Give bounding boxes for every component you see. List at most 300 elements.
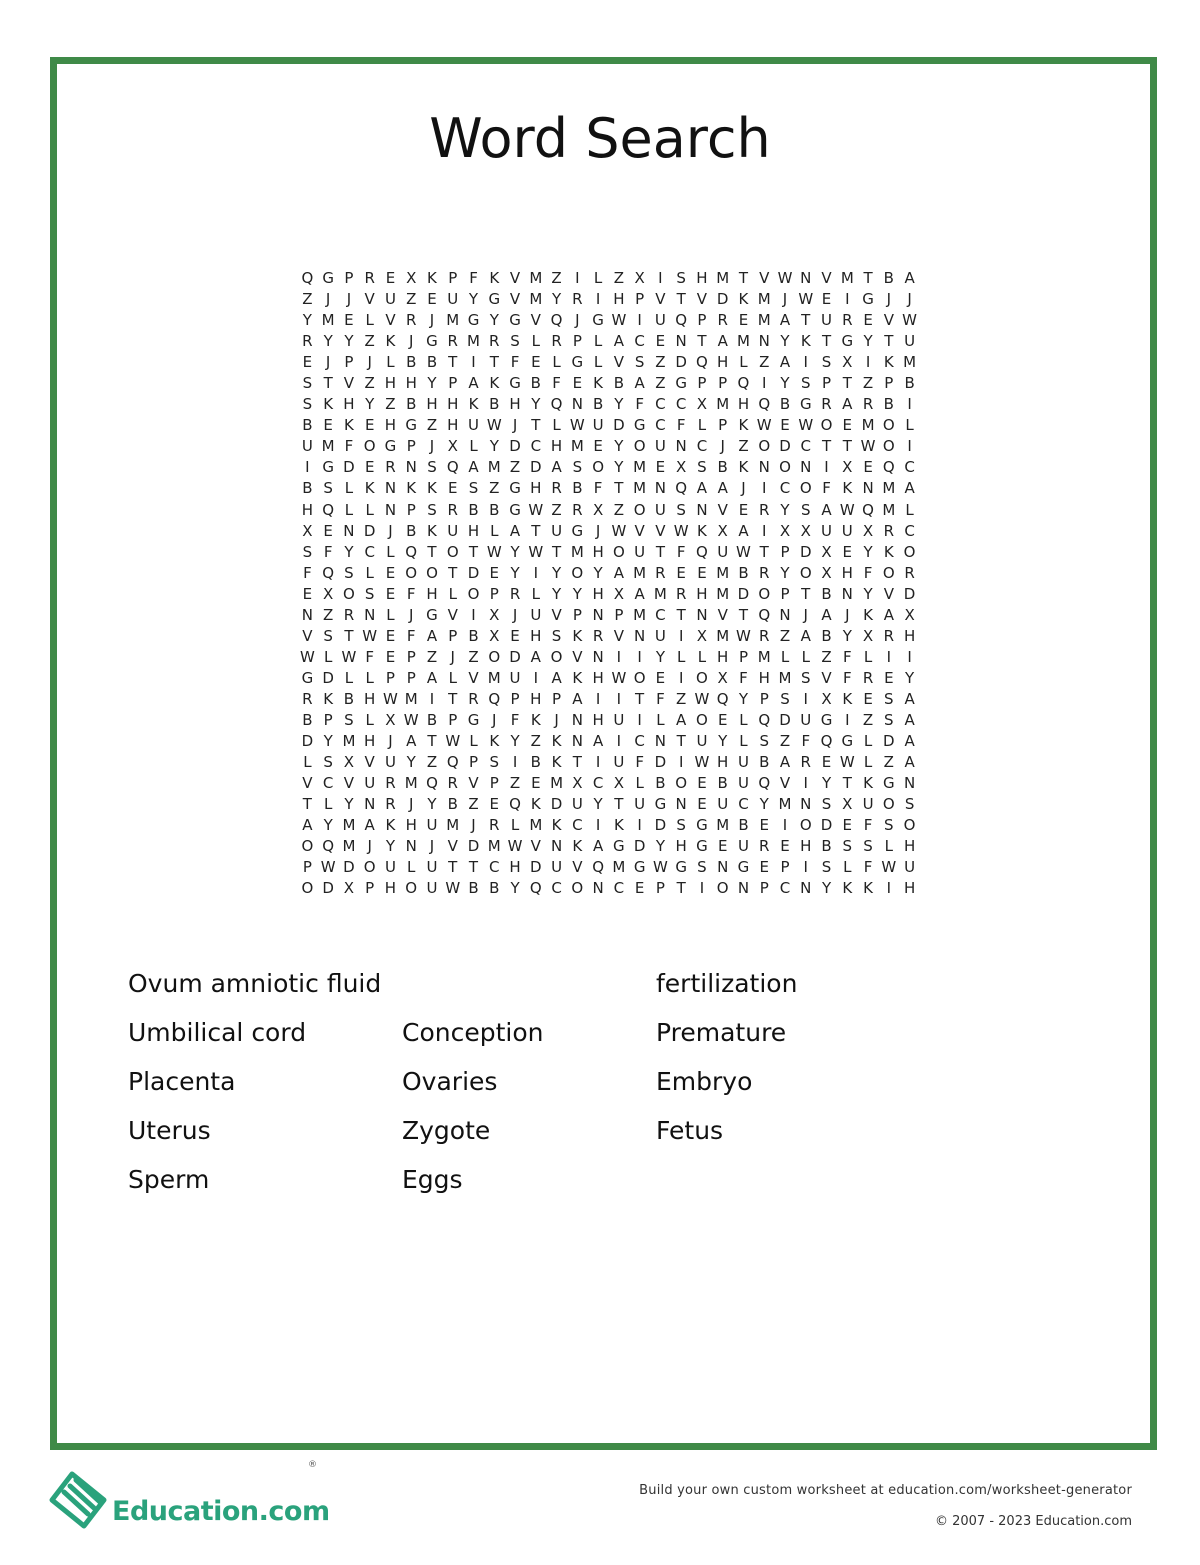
grid-letter: Y <box>344 795 354 814</box>
grid-letter: S <box>800 668 811 687</box>
grid-letter: B <box>613 374 625 393</box>
grid-letter: Z <box>862 374 874 393</box>
grid-letter: B <box>821 837 832 856</box>
grid-letter: V <box>883 311 894 330</box>
grid-letter: L <box>490 521 499 540</box>
grid-letter: M <box>487 458 501 477</box>
grid-letter: H <box>530 626 542 645</box>
grid-letter: E <box>863 458 873 477</box>
grid-letter: W <box>736 626 751 645</box>
brand-name[interactable]: Education.com <box>112 1496 330 1527</box>
word-umbilical-cord: Umbilical cord <box>128 1018 307 1047</box>
grid-letter: G <box>467 710 480 729</box>
grid-letter: J <box>554 710 559 729</box>
grid-letter: Q <box>675 311 688 330</box>
grid-letter: P <box>718 374 728 393</box>
grid-letter: Y <box>427 374 437 393</box>
grid-letter: L <box>386 353 395 372</box>
grid-letter: Y <box>489 311 499 330</box>
grid-letter: V <box>821 269 832 287</box>
grid-letter: T <box>468 542 479 561</box>
grid-letter: R <box>883 626 895 645</box>
grid-letter: F <box>469 269 478 287</box>
grid-letter: F <box>635 753 644 772</box>
grid-letter: L <box>365 500 374 519</box>
grid-letter: E <box>655 332 666 351</box>
grid-letter: T <box>676 605 686 624</box>
grid-letter: Z <box>738 437 749 456</box>
grid-letter: E <box>821 753 832 772</box>
grid-letter: H <box>717 647 729 666</box>
grid-letter: O <box>820 416 833 435</box>
word-ovum-amniotic-fluid: Ovum amniotic fluid <box>128 969 382 998</box>
grid-letter: E <box>780 416 790 435</box>
grid-letter: M <box>404 689 418 708</box>
grid-letter: M <box>716 269 730 287</box>
grid-letter: F <box>842 668 852 687</box>
grid-letter: Q <box>446 753 459 772</box>
grid-letter: W <box>383 689 398 708</box>
grid-letter: S <box>364 584 375 603</box>
grid-letter: A <box>592 732 604 751</box>
grid-letter: J <box>450 647 455 666</box>
grid-letter: Q <box>862 500 874 519</box>
grid-letter: W <box>611 521 627 540</box>
grid-letter: R <box>489 332 500 351</box>
grid-letter: O <box>882 795 895 814</box>
footer-generator-link[interactable]: Build your own custom worksheet at education.com/worksheet-generator <box>639 1483 1132 1498</box>
grid-letter: E <box>821 290 832 309</box>
grid-letter: A <box>426 668 438 687</box>
grid-letter: H <box>426 584 438 603</box>
grid-letter: H <box>841 563 853 582</box>
grid-letter: K <box>883 353 894 372</box>
grid-letter: O <box>882 437 895 456</box>
grid-letter: S <box>344 710 354 729</box>
grid-letter: U <box>301 437 313 456</box>
grid-letter: D <box>509 437 521 456</box>
grid-letter: X <box>842 458 853 477</box>
grid-letter: V <box>717 605 728 624</box>
grid-letter: D <box>301 732 314 751</box>
grid-letter: K <box>738 290 749 309</box>
grid-letter: T <box>635 689 645 708</box>
grid-letter: E <box>842 416 853 435</box>
grid-letter: U <box>800 710 812 729</box>
grid-letter: H <box>530 689 542 708</box>
grid-letter: J <box>512 416 518 435</box>
grid-row <box>297 415 920 436</box>
grid-letter: P <box>406 437 416 456</box>
grid-letter: P <box>822 374 832 393</box>
grid-letter: N <box>758 458 770 477</box>
grid-letter: P <box>884 374 894 393</box>
grid-letter: Q <box>322 563 335 582</box>
grid-row <box>297 268 920 289</box>
grid-letter: V <box>509 290 521 309</box>
grid-letter: P <box>614 605 624 624</box>
grid-letter: K <box>489 732 500 751</box>
grid-letter: N <box>384 479 397 498</box>
grid-letter: P <box>344 353 354 372</box>
grid-letter: J <box>595 521 601 540</box>
grid-letter: I <box>907 395 912 414</box>
grid-row <box>297 310 920 331</box>
grid-letter: X <box>800 521 811 540</box>
grid-letter: E <box>531 774 541 793</box>
grid-letter: M <box>778 668 792 687</box>
grid-letter: Y <box>365 395 375 414</box>
grid-letter: S <box>842 837 853 856</box>
grid-letter: A <box>717 332 728 351</box>
grid-letter: N <box>343 521 355 540</box>
grid-letter: V <box>883 584 894 603</box>
grid-letter: C <box>489 858 500 877</box>
grid-letter: X <box>779 521 791 540</box>
grid-letter: I <box>637 647 642 666</box>
grid-letter: G <box>883 774 895 793</box>
grid-letter: G <box>571 353 584 372</box>
grid-letter: E <box>385 563 396 582</box>
grid-letter: T <box>676 732 686 751</box>
grid-letter: M <box>529 816 543 835</box>
grid-letter: H <box>364 732 376 751</box>
grid-letter: N <box>800 458 812 477</box>
grid-letter: N <box>737 879 750 898</box>
grid-letter: V <box>364 753 375 772</box>
grid-row <box>297 794 920 815</box>
grid-letter: Y <box>531 395 541 414</box>
grid-letter: X <box>717 668 728 687</box>
grid-letter: V <box>302 626 313 645</box>
grid-letter: X <box>717 521 728 540</box>
grid-letter: R <box>551 479 562 498</box>
grid-letter: W <box>673 521 689 540</box>
grid-letter: T <box>572 753 582 772</box>
grid-letter: S <box>323 753 333 772</box>
grid-letter: Q <box>488 689 501 708</box>
grid-letter: F <box>365 647 374 666</box>
grid-letter: G <box>426 605 438 624</box>
grid-letter: B <box>489 879 500 898</box>
grid-letter: O <box>799 563 812 582</box>
grid-letter: Y <box>614 437 624 456</box>
word-fetus: Fetus <box>656 1116 724 1145</box>
grid-letter: Z <box>779 732 791 751</box>
grid-letter: F <box>676 416 686 435</box>
grid-letter: T <box>884 332 894 351</box>
grid-letter: I <box>637 710 642 729</box>
grid-letter: A <box>904 269 915 287</box>
grid-letter: E <box>634 879 645 898</box>
grid-row <box>297 731 920 752</box>
grid-letter: F <box>801 732 811 751</box>
grid-letter: O <box>571 879 584 898</box>
grid-letter: L <box>365 710 374 729</box>
grid-letter: U <box>717 542 729 561</box>
grid-letter: L <box>635 774 644 793</box>
grid-letter: Y <box>344 332 354 351</box>
grid-letter: I <box>595 816 601 835</box>
grid-letter: T <box>531 521 541 540</box>
grid-letter: Y <box>738 689 749 708</box>
grid-letter: P <box>510 689 520 708</box>
grid-letter: T <box>614 795 624 814</box>
grid-letter: K <box>883 542 894 561</box>
footer-copyright: © 2007 - 2023 Education.com <box>934 1514 1132 1529</box>
grid-letter: O <box>799 479 812 498</box>
grid-letter: J <box>346 290 352 309</box>
grid-row <box>297 436 920 457</box>
grid-letter: R <box>800 753 811 772</box>
grid-letter: H <box>343 395 355 414</box>
grid-letter: Q <box>758 605 771 624</box>
grid-letter: A <box>572 689 583 708</box>
grid-letter: T <box>468 858 479 877</box>
grid-letter: D <box>343 858 355 877</box>
grid-letter: E <box>489 795 500 814</box>
grid-letter: H <box>405 816 417 835</box>
grid-letter: I <box>533 668 539 687</box>
grid-letter: H <box>717 753 729 772</box>
grid-letter: U <box>634 795 646 814</box>
grid-letter: F <box>863 858 873 877</box>
grid-row <box>297 752 920 773</box>
grid-letter: E <box>510 626 520 645</box>
grid-letter: M <box>903 353 917 372</box>
grid-letter: Y <box>780 374 790 393</box>
grid-letter: X <box>343 879 355 898</box>
grid-letter: B <box>426 710 438 729</box>
grid-letter: D <box>530 458 542 477</box>
grid-letter: R <box>509 584 521 603</box>
grid-letter: E <box>759 816 769 835</box>
grid-letter: T <box>842 437 852 456</box>
grid-letter: R <box>759 563 770 582</box>
grid-letter: O <box>592 458 604 477</box>
page-title: Word Search <box>429 107 771 170</box>
grid-letter: K <box>738 416 749 435</box>
grid-letter: A <box>904 710 915 729</box>
grid-letter: S <box>821 858 832 877</box>
grid-letter: W <box>507 837 523 856</box>
grid-letter: Y <box>655 647 665 666</box>
grid-letter: J <box>720 437 725 456</box>
grid-letter: I <box>907 437 912 456</box>
grid-letter: B <box>883 395 894 414</box>
grid-letter: E <box>385 647 396 666</box>
grid-letter: D <box>343 458 355 477</box>
grid-letter: Z <box>655 374 666 393</box>
grid-letter: V <box>530 311 541 330</box>
grid-letter: Z <box>551 269 562 287</box>
grid-letter: G <box>654 795 667 814</box>
grid-letter: G <box>696 837 708 856</box>
grid-letter: L <box>344 479 354 498</box>
grid-letter: G <box>696 816 708 835</box>
grid-letter: I <box>595 753 601 772</box>
grid-letter: Q <box>550 395 563 414</box>
grid-letter: M <box>633 458 647 477</box>
grid-letter: N <box>758 332 770 351</box>
grid-letter: Y <box>905 668 915 687</box>
grid-letter: Y <box>863 542 873 561</box>
grid-letter: Y <box>323 732 333 751</box>
grid-letter: B <box>592 395 604 414</box>
grid-letter: G <box>841 732 854 751</box>
grid-letter: T <box>821 332 832 351</box>
grid-letter: J <box>408 332 414 351</box>
grid-letter: A <box>842 395 853 414</box>
grid-letter: K <box>572 668 583 687</box>
grid-letter: F <box>406 626 416 645</box>
grid-letter: W <box>694 753 710 772</box>
grid-letter: Y <box>780 332 790 351</box>
grid-letter: H <box>426 395 438 414</box>
grid-letter: H <box>384 416 397 435</box>
grid-letter: J <box>367 353 372 372</box>
grid-letter: P <box>365 879 375 898</box>
grid-letter: U <box>468 416 479 435</box>
grid-letter: S <box>302 542 313 561</box>
grid-letter: R <box>821 395 832 414</box>
grid-letter: C <box>904 521 915 540</box>
grid-letter: L <box>552 353 561 372</box>
grid-letter: K <box>551 816 562 835</box>
grid-letter: T <box>427 542 437 561</box>
grid-letter: O <box>779 458 791 477</box>
grid-letter: U <box>717 795 729 814</box>
grid-letter: L <box>531 584 540 603</box>
grid-letter: I <box>678 753 684 772</box>
grid-letter: S <box>884 710 894 729</box>
grid-row <box>297 773 920 794</box>
grid-letter: K <box>842 689 853 708</box>
grid-letter: T <box>738 269 749 287</box>
grid-letter: L <box>739 732 748 751</box>
grid-letter: H <box>509 858 521 877</box>
grid-letter: R <box>759 626 770 645</box>
grid-letter: M <box>321 311 335 330</box>
grid-letter: K <box>863 879 873 898</box>
grid-letter: Q <box>301 269 314 287</box>
grid-letter: Y <box>614 458 624 477</box>
grid-letter: L <box>303 753 312 772</box>
grid-letter: C <box>655 395 666 414</box>
grid-row <box>297 857 920 878</box>
grid-letter: Y <box>510 542 520 561</box>
grid-letter: M <box>446 816 460 835</box>
grid-letter: S <box>572 458 583 477</box>
grid-letter: S <box>323 626 333 645</box>
grid-row <box>297 352 920 373</box>
grid-letter: J <box>429 837 435 856</box>
grid-row <box>297 647 920 668</box>
grid-letter: M <box>716 626 730 645</box>
grid-letter: S <box>489 753 500 772</box>
grid-letter: U <box>654 500 666 519</box>
grid-letter: Z <box>821 647 832 666</box>
word-embryo: Embryo <box>656 1067 753 1096</box>
grid-letter: H <box>592 584 604 603</box>
grid-letter: N <box>301 605 313 624</box>
grid-letter: S <box>427 500 437 519</box>
grid-letter: Z <box>385 395 396 414</box>
grid-letter: F <box>863 563 873 582</box>
grid-letter: V <box>613 353 624 372</box>
grid-letter: T <box>842 374 852 393</box>
grid-letter: I <box>471 353 476 372</box>
grid-letter: Z <box>759 353 770 372</box>
grid-letter: Z <box>613 500 624 519</box>
grid-letter: G <box>509 311 521 330</box>
grid-letter: H <box>613 290 625 309</box>
grid-letter: W <box>736 542 751 561</box>
grid-letter: G <box>820 710 833 729</box>
grid-letter: W <box>528 500 544 519</box>
grid-letter: C <box>779 479 791 498</box>
grid-letter: S <box>676 816 686 835</box>
grid-letter: D <box>633 837 646 856</box>
registered-mark: ® <box>308 1460 317 1470</box>
grid-letter: T <box>655 542 665 561</box>
grid-letter: I <box>616 689 622 708</box>
grid-letter: N <box>405 837 417 856</box>
grid-letter: N <box>800 269 812 287</box>
grid-letter: Y <box>551 290 562 309</box>
grid-letter: K <box>593 374 604 393</box>
grid-letter: P <box>572 605 582 624</box>
grid-letter: Y <box>510 563 520 582</box>
grid-letter: I <box>782 816 788 835</box>
grid-letter: I <box>575 269 580 287</box>
grid-letter: E <box>385 626 396 645</box>
grid-letter: U <box>841 521 853 540</box>
grid-letter: U <box>904 858 916 877</box>
grid-letter: A <box>634 584 645 603</box>
grid-letter: O <box>405 563 418 582</box>
grid-letter: C <box>634 732 645 751</box>
grid-letter: R <box>717 311 728 330</box>
grid-letter: L <box>344 668 354 687</box>
grid-letter: L <box>780 647 790 666</box>
grid-letter: A <box>551 668 562 687</box>
grid-letter: W <box>839 500 855 519</box>
grid-letter: A <box>406 732 417 751</box>
grid-letter: B <box>302 479 313 498</box>
grid-letter: Z <box>468 647 479 666</box>
grid-letter: D <box>779 710 791 729</box>
grid-letter: Y <box>302 311 312 330</box>
grid-letter: L <box>593 332 603 351</box>
grid-letter: N <box>592 879 604 898</box>
grid-letter: K <box>697 521 707 540</box>
grid-letter: L <box>448 584 457 603</box>
grid-letter: M <box>736 332 750 351</box>
grid-letter: F <box>863 816 873 835</box>
grid-letter: X <box>447 437 458 456</box>
grid-letter: A <box>800 626 811 645</box>
grid-letter: B <box>717 774 728 793</box>
grid-letter: T <box>738 605 749 624</box>
grid-letter: J <box>782 290 788 309</box>
grid-letter: F <box>510 353 520 372</box>
grid-letter: N <box>903 774 916 793</box>
grid-letter: V <box>759 269 770 287</box>
grid-letter: T <box>759 542 769 561</box>
grid-letter: S <box>821 353 832 372</box>
grid-letter: Z <box>676 689 687 708</box>
